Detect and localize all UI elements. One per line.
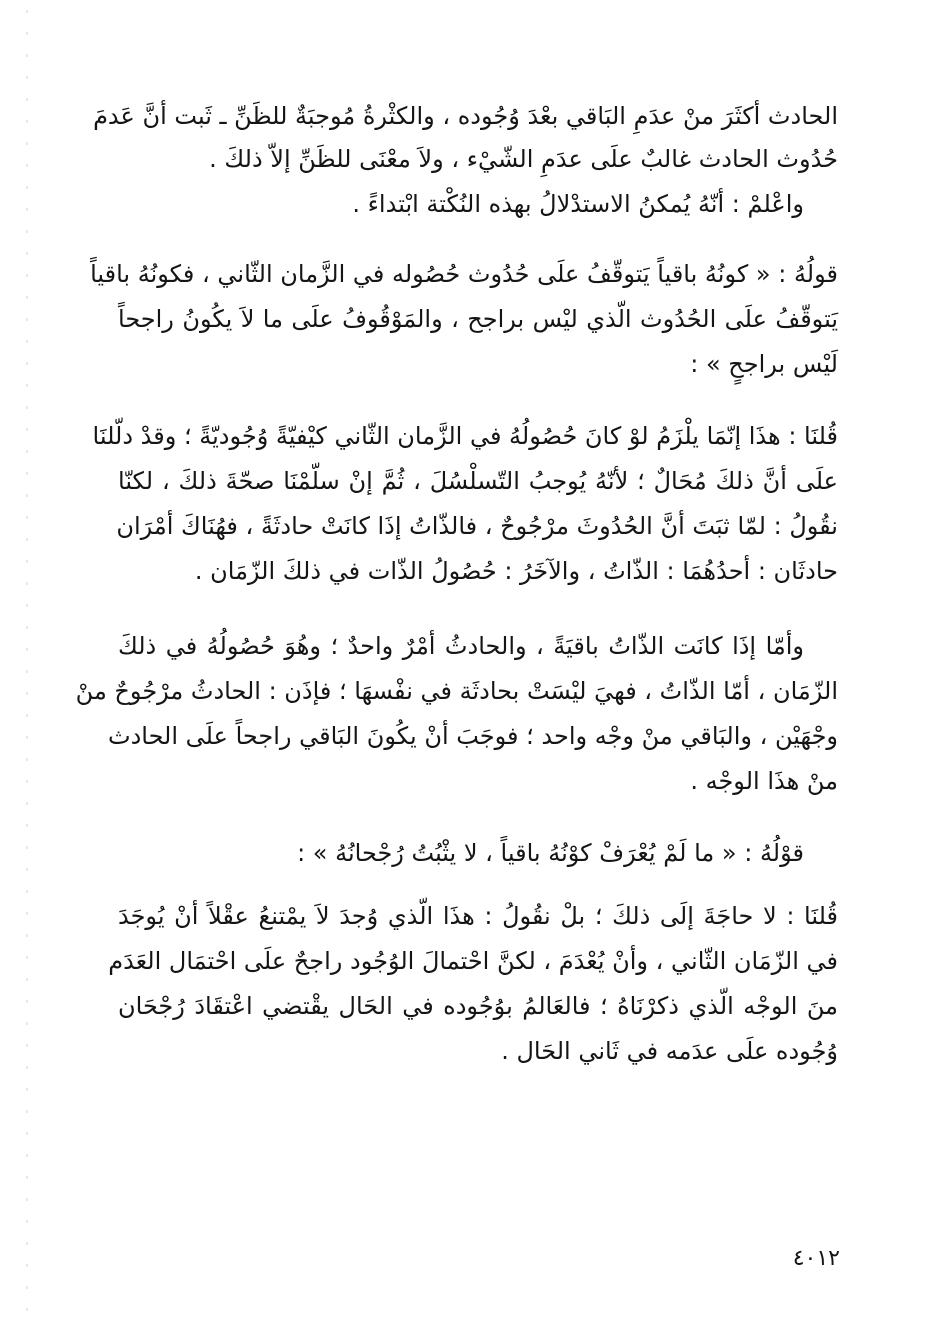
text-line-12: الزّمَان ، أمّا الذّاتُ ، فهيَ ليْسَتْ بحادثَة في نفْسهَا ؛ فإذَن : الحادثُ مرْجُوحٌ منْ [75,677,838,705]
page-number: ٤٠١٢ [792,1246,840,1271]
text-line-14: منْ هذَا الوجْه . [690,767,838,795]
text-line-18: منَ الوجْه الّذي ذكرْنَاهُ ؛ فالعَالمُ بوُجُوده في الحَال يقْتضي اعْتقَادَ رُجْحَان [118,992,838,1020]
text-line-6: لَيْس براجحٍ » : [690,350,838,378]
text-line-17: في الزّمَان الثّاني ، وأنْ يُعْدَمَ ، لكنَّ احْتمالَ الوُجُود راجحٌ علَى احْتمَال العَدَم [108,947,838,975]
text-line-13: وجْهَيْن ، والبَاقي منْ وجْه واحد ؛ فوجَبَ أنْ يكُونَ البَاقي راجحاً علَى الحادث [107,722,838,750]
text-line-2: حُدُوث الحادث غالبٌ علَى عدَمِ الشّيْء ، ولاَ معْنَى للظَنِّ إلاّ ذلكَ . [209,145,838,173]
text-line-4: قولُهُ : « كونُهُ باقياً يَتوقّفُ علَى حُدُوث حُصُوله في الزَّمان الثّاني ، فكونُهُ باقياً [90,260,838,288]
text-line-16: قُلنَا : لا حاجَةَ إلَى ذلكَ ؛ بلْ نقُولُ : هذَا الّذي وُجدَ لاَ يمْتنعُ عقْلاً أنْ يُوجَدَ [118,902,838,930]
text-line-7: قُلنَا : هذَا إنّمَا يلْزَمُ لوْ كانَ حُصُولُهُ في الزَّمان الثّاني كيْفيّةً وُجُوديّةً ؛ وقدْ دلّلنَا [92,422,838,450]
text-line-11: وأمّا إذَا كانَت الذّاتُ باقيَةً ، والحادثُ أمْرٌ واحدٌ ؛ وهُوَ حُصُولُهُ في ذلكَ [118,632,804,660]
text-line-10: حادثَان : أحدُهُمَا : الذّاتُ ، والآخَرُ : حُصُولُ الذّات في ذلكَ الزّمَان . [194,557,838,585]
scan-edge-dots [26,10,28,1320]
text-line-19: وُجُوده علَى عدَمه في ثَاني الحَال . [501,1037,838,1065]
text-line-5: يَتوقّفُ علَى الحُدُوث الّذي ليْس براجح ، والمَوْقُوفُ علَى ما لاَ يكُونُ راجحاً [118,305,838,333]
text-line-15: قوْلُهُ : « ما لَمْ يُعْرَفْ كوْنُهُ باقياً ، لا يثْبُتُ رُجْحانُهُ » : [297,839,804,867]
text-line-1: الحادث أكثَرَ منْ عدَمِ البَاقي بعْدَ وُجُوده ، والكثْرةُ مُوجبَةٌ للظَنِّ ـ ثَبت أنَّ عَدمَ [93,102,838,130]
text-line-8: علَى أنَّ ذلكَ مُحَالٌ ؛ لأنّهُ يُوجبُ التّسلْسُلَ ، ثُمَّ إنْ سلّمْنَا صحّةَ ذلكَ ، لكنّا [118,467,838,495]
text-line-3: واعْلمْ : أنّهُ يُمكنُ الاستدْلالُ بهذه النُكْتة ابْتداءً . [352,190,804,218]
text-line-9: نقُولُ : لمّا ثبَتَ أنَّ الحُدُوثَ مرْجُوحٌ ، فالذّاتُ إذَا كانَتْ حادثَةً ، فهُنَاكَ أمْرَان [116,512,838,540]
